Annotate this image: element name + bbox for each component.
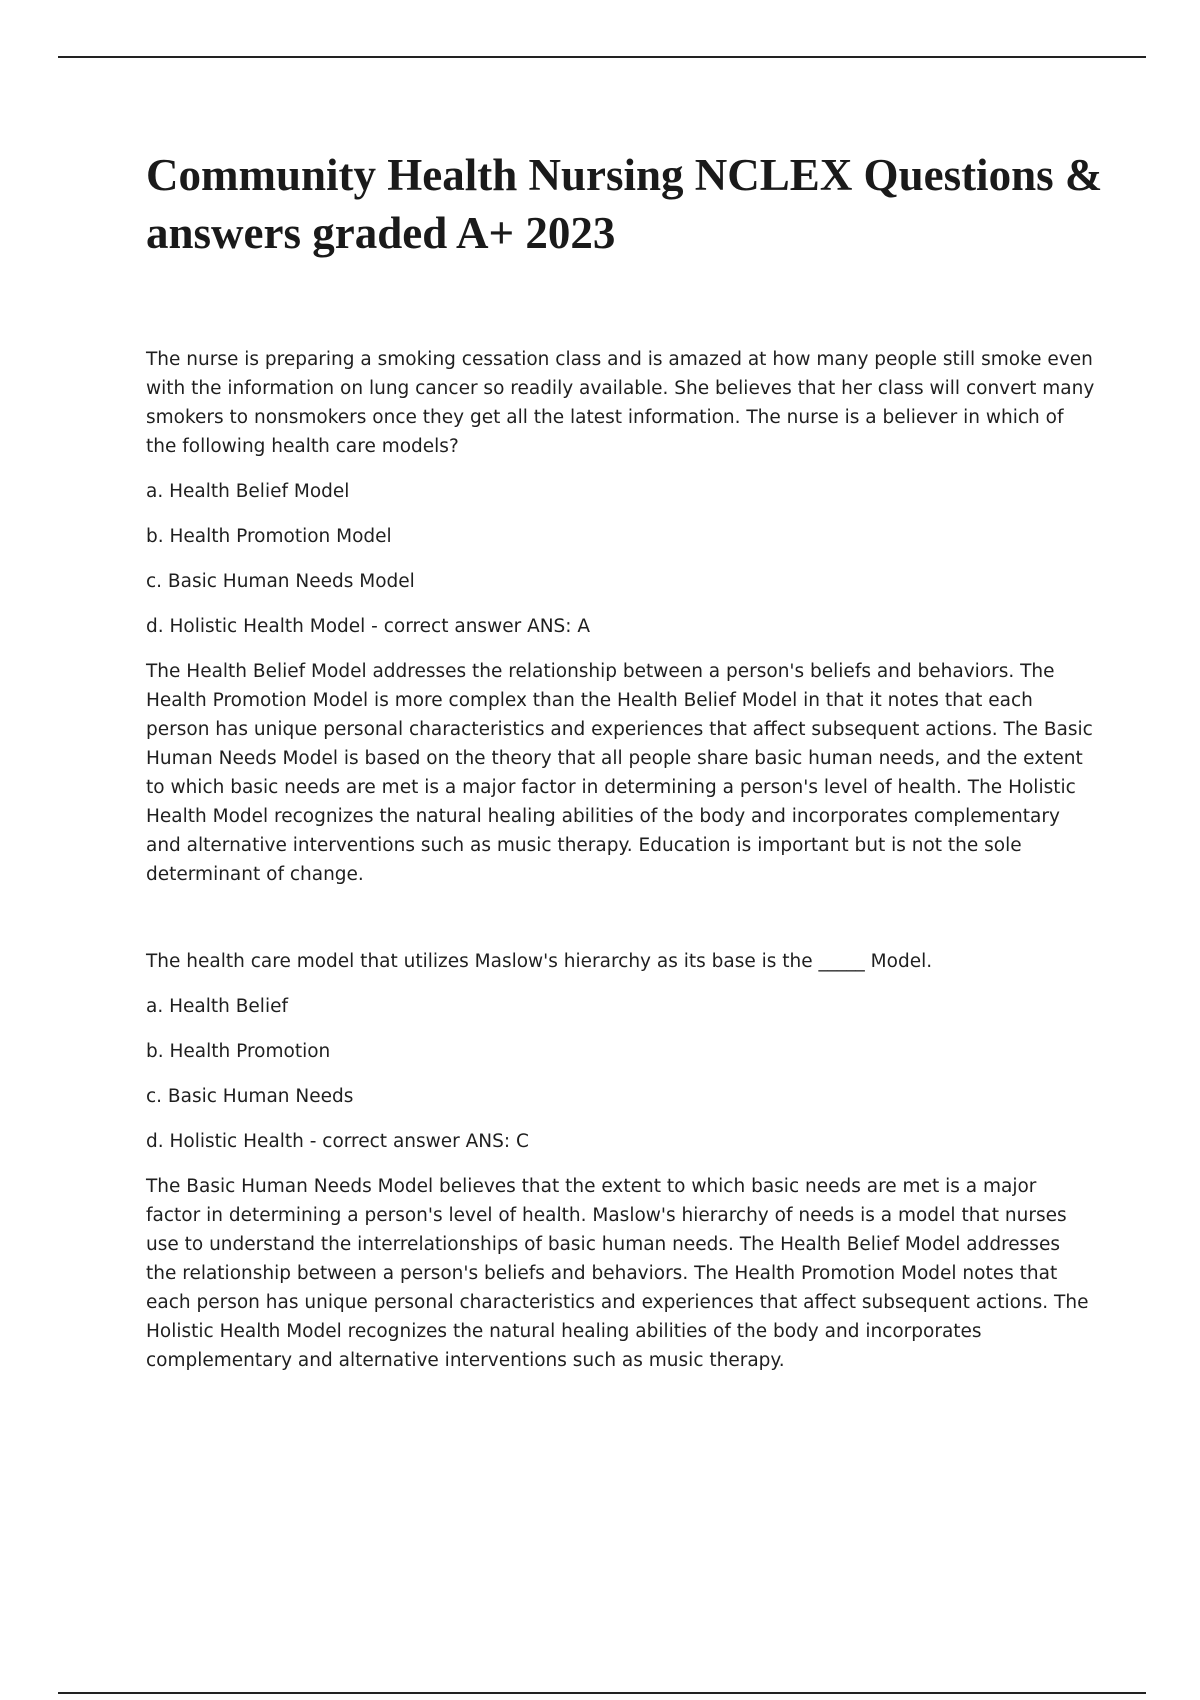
answer-option-a: a. Health Belief [146,996,288,1017]
answer-option-d: d. Holistic Health - correct answer ANS: C [146,1131,529,1152]
question-prompt: The nurse is preparing a smoking cessation class and is amazed at how many people still smoke even with the information on lung cancer so readily available. She believes that her class will convert many smokers to nonsmokers once they get all the latest information. The nurse is a believer in which of the following health care models? [146,349,1095,457]
answer-options [146,992,1096,1156]
top-divider [58,56,1146,58]
answer-option-c: c. Basic Human Needs Model [146,571,415,592]
bottom-divider [58,1692,1146,1694]
answer-options [146,477,1096,641]
answer-option-c: c. Basic Human Needs [146,1086,354,1107]
page-title: Community Health Nursing NCLEX Questions & answers graded A+ 2023 [146,150,1103,258]
answer-option-b: b. Health Promotion [146,1041,331,1062]
question-block-1 [146,345,1096,889]
answer-explanation: The Health Belief Model addresses the relationship between a person's beliefs and behaviors. The Health Promotion Model is more complex than the Health Belief Model in that it notes that each person has unique personal characteristics and experiences that affect subsequent actions. The Basic Human Needs Model is based on the theory that all people share basic human needs, and the extent to which basic needs are met is a major factor in determining a person's level of health. The Holistic Health Model recognizes the natural healing abilities of the body and incorporates complementary and alternative interventions such as music therapy. Education is important but is not the sole determinant of change. [146,661,1093,885]
document-body [146,345,1096,1375]
question-block-2 [146,947,1096,1375]
answer-option-b: b. Health Promotion Model [146,526,392,547]
answer-explanation: The Basic Human Needs Model believes that the extent to which basic needs are met is a major factor in determining a person's level of health. Maslow's hierarchy of needs is a model that nurses use to understand the interrelationships of basic human needs. The Health Belief Model addresses the relationship between a person's beliefs and behaviors. The Health Promotion Model notes that each person has unique personal characteristics and experiences that affect subsequent actions. The Holistic Health Model recognizes the natural healing abilities of the body and incorporates complementary and alternative interventions such as music therapy. [146,1176,1089,1371]
answer-option-a: a. Health Belief Model [146,481,350,502]
question-prompt: The health care model that utilizes Maslow's hierarchy as its base is the _____ Model. [146,951,933,972]
answer-option-d: d. Holistic Health Model - correct answer ANS: A [146,616,591,637]
